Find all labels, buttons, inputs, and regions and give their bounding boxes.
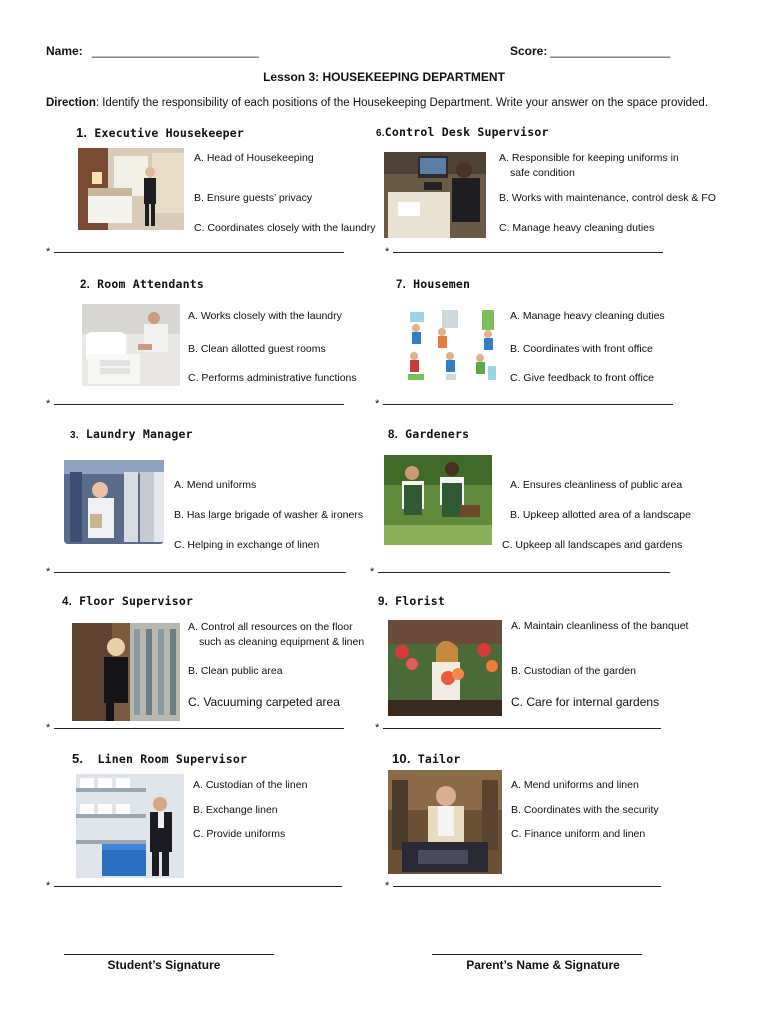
laundry-manager-photo (64, 460, 164, 544)
question-1-answer-line[interactable]: * (46, 246, 344, 258)
control-desk-photo (384, 152, 486, 238)
question-5-answer-line[interactable]: * (46, 880, 342, 892)
lesson-title: Lesson 3: HOUSEKEEPING DEPARTMENT (263, 70, 505, 84)
question-10-title: 10. Tailor (392, 751, 461, 766)
question-1-option-b: B. Ensure guests’ privacy (194, 192, 313, 204)
question-4-title: 4. Floor Supervisor (62, 594, 194, 608)
question-7-answer-line[interactable]: * (375, 398, 673, 410)
question-3-option-a: A. Mend uniforms (174, 479, 257, 491)
question-6-option-b: B. Works with maintenance, control desk & FO (499, 192, 716, 204)
question-3-option-b: B. Has large brigade of washer & ironers (174, 509, 364, 521)
question-9-option-b: B. Custodian of the garden (511, 665, 636, 677)
question-10-option-b: B. Coordinates with the security (511, 804, 659, 816)
score-label: Score: (510, 44, 548, 58)
question-8-title: 8. Gardeners (388, 427, 470, 441)
direction-label: Direction (46, 97, 96, 109)
question-10-answer-line[interactable]: * (385, 880, 661, 892)
question-10-option-c: C. Finance uniform and linen (511, 828, 646, 840)
question-1-option-c: C. Coordinates closely with the laundry (194, 222, 376, 234)
question-6-title: 6.Control Desk Supervisor (376, 125, 549, 139)
question-5-option-c: C. Provide uniforms (193, 828, 286, 840)
name-label: Name: (46, 44, 83, 58)
parent-signature-line[interactable] (432, 954, 642, 955)
gardeners-photo (384, 455, 492, 545)
question-10-option-a: A. Mend uniforms and linen (511, 779, 639, 791)
question-9-title: 9. Florist (378, 594, 445, 608)
linen-room-photo (76, 774, 184, 878)
question-8-option-b: B. Upkeep allotted area of a landscape (510, 509, 691, 521)
student-signature-line[interactable] (64, 954, 274, 955)
name-field[interactable]: _________________________ (92, 44, 259, 58)
question-2-answer-line[interactable]: * (46, 398, 344, 410)
question-3-title: 3. Laundry Manager (70, 427, 193, 441)
question-5-option-a: A. Custodian of the linen (193, 779, 308, 791)
room-attendant-photo (82, 304, 180, 386)
score-field[interactable]: __________________ (550, 44, 671, 58)
question-5-option-b: B. Exchange linen (193, 804, 278, 816)
question-2-option-a: A. Works closely with the laundry (188, 310, 342, 322)
question-3-option-c: C. Helping in exchange of linen (174, 539, 320, 551)
housemen-illustration (402, 306, 502, 386)
question-6-option-a: A. Responsible for keeping uniforms in (499, 152, 679, 164)
question-9-option-c: C. Care for internal gardens (511, 695, 660, 709)
question-2-option-b: B. Clean allotted guest rooms (188, 343, 326, 355)
question-2-option-c: C. Performs administrative functions (188, 372, 357, 384)
direction-body: : Identify the responsibility of each positions of the Housekeeping Department. Write your answer on the space provided. (95, 97, 709, 109)
question-1-title: 1. Executive Housekeeper (76, 125, 244, 140)
question-6-option-a-cont: safe condition (510, 167, 575, 179)
direction-text (46, 97, 746, 109)
executive-housekeeper-photo (78, 148, 184, 230)
question-7-option-a: A. Manage heavy cleaning duties (510, 310, 665, 322)
question-6-option-c: C. Manage heavy cleaning duties (499, 222, 655, 234)
question-5-title: 5. Linen Room Supervisor (72, 751, 248, 766)
question-9-answer-line[interactable]: * (375, 722, 661, 734)
question-4-option-c: C. Vacuuming carpeted area (188, 695, 340, 709)
question-8-answer-line[interactable]: * (370, 566, 670, 578)
question-6-answer-line[interactable]: * (385, 246, 663, 258)
student-signature-label: Student’s Signature (107, 958, 221, 972)
question-4-option-a-cont: such as cleaning equipment & linen (199, 636, 365, 648)
question-8-option-c: C. Upkeep all landscapes and gardens (502, 539, 683, 551)
question-4-answer-line[interactable]: * (46, 722, 344, 734)
tailor-photo (388, 770, 502, 874)
question-7-option-c: C. Give feedback to front office (510, 372, 654, 384)
question-2-title: 2. Room Attendants (80, 277, 204, 291)
question-3-answer-line[interactable]: * (46, 566, 346, 578)
question-8-option-a: A. Ensures cleanliness of public area (510, 479, 683, 491)
question-4-option-a: A. Control all resources on the floor (188, 621, 353, 633)
question-4-option-b: B. Clean public area (188, 665, 283, 677)
florist-photo (388, 620, 502, 716)
floor-supervisor-photo (72, 623, 180, 721)
question-7-title: 7. Housemen (396, 277, 471, 291)
question-7-option-b: B. Coordinates with front office (510, 343, 653, 355)
parent-signature-label: Parent’s Name & Signature (466, 958, 620, 972)
question-1-option-a: A. Head of Housekeeping (194, 152, 314, 164)
question-9-option-a: A. Maintain cleanliness of the banquet (511, 620, 689, 632)
